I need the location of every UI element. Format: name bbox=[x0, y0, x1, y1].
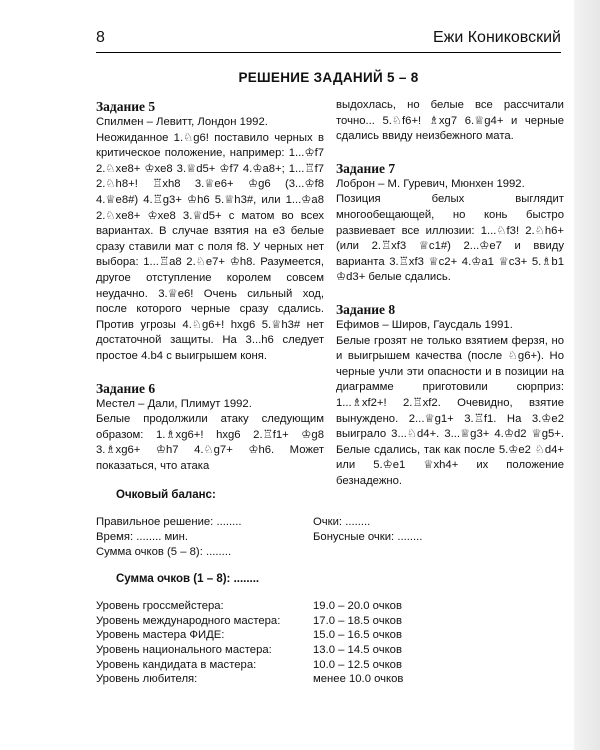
page-number: 8 bbox=[96, 29, 105, 46]
level-range: 17.0 – 18.5 очков bbox=[313, 614, 402, 627]
body-paragraph: Лоброн – М. Гуревич, Мюнхен 1992. bbox=[336, 177, 525, 190]
page-edge-shadow bbox=[574, 0, 600, 750]
left-column bbox=[96, 98, 324, 474]
body-paragraph: Неожиданное 1.♘g6! поставило черных в критическое положение, например: 1...♔f7 2.♘xe8+ ♔xe8 3.♕d5+ ♔f7 4.♔a8+; 1...♖f7 2.♘h8+! ♖xh8 3.♕e6+ ♔g6 (3...♔f8 4.♕e8#) 4.♖g3+ ♔h6 5.♕h3#, или 1...♔a8 2.♘xe8+ ♔xe8 3.♕d5+ с матом во всех вариантах. В случае взятия на е3 белые сразу ставили мат с поля f8. У черных нет выбора: 1...♖a8 2.♘e7+ ♔h8. Разумеется, другое отступление королем совсем неудачно. 3.♕e6! Очень сильный ход, после которого черные сразу сдались. Против угрозы 4.♘g6+! hxg6 5.♕h3# нет достаточной защиты. На 3...h6 следует простое 4.b4 с выигрышем коня. bbox=[96, 131, 324, 362]
level-row bbox=[96, 644, 516, 659]
body-paragraph: Белые продолжили атаку следующим образом: 1.♗xg6+! hxg6 2.♖f1+ ♔g8 3.♗xg6+ ♔h7 4.♘g7+ ♔h6. Может показаться, что атака bbox=[96, 413, 324, 472]
body-paragraph: Местел – Дали, Плимут 1992. bbox=[96, 397, 252, 410]
level-row bbox=[96, 659, 516, 674]
task-heading: Задание 6 bbox=[96, 380, 156, 396]
score-balance-heading: Очковый баланс: bbox=[116, 489, 216, 501]
body-paragraph: выдохлась, но белые все рассчитали точно... 5.♘f6+! ♗xg7 6.♕g4+ и черные сдались ввиду неизбежного мата. bbox=[336, 99, 564, 143]
sum-total-heading: Сумма очков (1 – 8): ........ bbox=[116, 573, 260, 585]
level-range: 13.0 – 14.5 очков bbox=[313, 644, 402, 657]
time-line: Время: ........ мин. bbox=[96, 531, 188, 543]
section-title: РЕШЕНИЕ ЗАДАНИЙ 5 – 8 bbox=[238, 70, 419, 85]
running-title: Ежи Кониковский bbox=[432, 29, 561, 46]
level-name: Уровень национального мастера: bbox=[96, 644, 272, 657]
paragraph-gap bbox=[336, 286, 564, 301]
levels-table bbox=[96, 600, 516, 688]
paragraph-gap bbox=[96, 365, 324, 380]
points-line: Очки: ........ bbox=[313, 516, 371, 528]
level-name: Уровень любителя: bbox=[96, 673, 198, 686]
page-header bbox=[96, 22, 561, 53]
body-paragraph: Белые грозят не только взятием ферзя, но и выигрышем качества (после ♘g6+). Но черные учли эти опасности и в позиции на диаграмме приготовили сюрприз: 1...♗xf2+! 2.♖xf2. Очевидно, взятие вынуждено. 2...♕g1+ 3.♖f1. На 3.♔e2 выиграло 3...♘d4+. 3...♕g3+ 4.♔d2 ♕g5+. Белые сдались, так как после 5.♔e2 ♘d4+ или 5.♔e1 ♕xh4+ их положение безнадежно. bbox=[336, 334, 564, 487]
sum-5-8-line: Сумма очков (5 – 8): ........ bbox=[96, 546, 232, 558]
level-range: менее 10.0 очков bbox=[313, 673, 404, 686]
bonus-points-line: Бонусные очки: ........ bbox=[313, 531, 423, 543]
level-row bbox=[96, 629, 516, 644]
level-name: Уровень международного мастера: bbox=[96, 614, 281, 627]
task-heading: Задание 8 bbox=[336, 301, 396, 317]
correct-solution-line: Правильное решение: ........ bbox=[96, 516, 242, 528]
right-column bbox=[336, 98, 564, 489]
body-paragraph: Ефимов – Широв, Гаусдаль 1991. bbox=[336, 318, 513, 331]
paragraph-gap bbox=[336, 145, 564, 160]
body-paragraph: Спилмен – Левитт, Лондон 1992. bbox=[96, 116, 268, 128]
level-row bbox=[96, 600, 516, 615]
level-row bbox=[96, 673, 516, 688]
level-name: Уровень мастера ФИДЕ: bbox=[96, 629, 225, 642]
task-heading: Задание 5 bbox=[96, 99, 156, 114]
level-name: Уровень гроссмейстера: bbox=[96, 600, 224, 612]
body-paragraph: Позиция белых выглядит многообещающей, но конь быстро развиевает все иллюзии: 1...♘f3! 2.♘h6+ (или 2.♖xf3 ♕c1#) 2...♔e7 и ввиду варианта 3.♖xf3 ♕c2+ 4.♔a1 ♕c3+ 5.♗b1 ♔d3+ белые сдались. bbox=[336, 193, 564, 284]
level-range: 15.0 – 16.5 очков bbox=[313, 629, 402, 642]
task-heading: Задание 7 bbox=[336, 160, 396, 176]
level-range: 10.0 – 12.5 очков bbox=[313, 658, 402, 671]
level-name: Уровень кандидата в мастера: bbox=[96, 658, 257, 671]
level-range: 19.0 – 20.0 очков bbox=[313, 600, 402, 612]
level-row bbox=[96, 615, 516, 630]
